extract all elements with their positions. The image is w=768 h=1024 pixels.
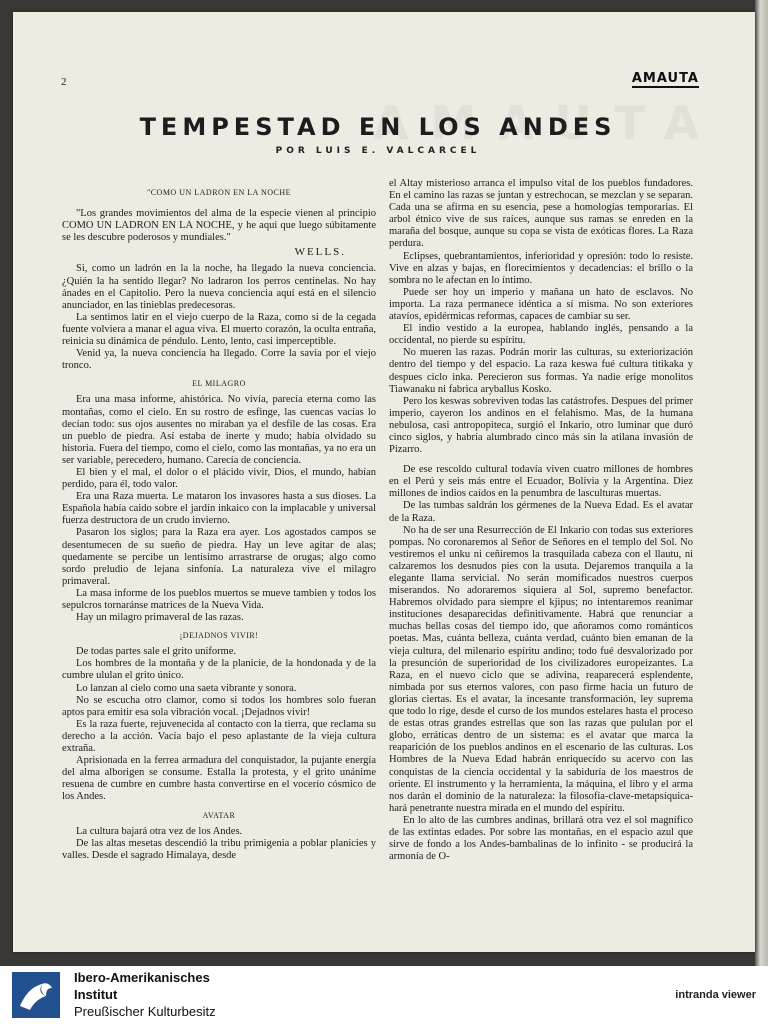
page-number: 2 [61, 76, 67, 88]
masthead: AMAUTA [631, 71, 699, 86]
paragraph: Hay un milagro primaveral de las razas. [76, 612, 244, 624]
next-page-edge [755, 0, 768, 966]
scanned-page [13, 12, 755, 952]
section-heading: "COMO UN LADRON EN LA NOCHE [146, 188, 292, 197]
institute-name[interactable] [74, 969, 216, 1020]
viewer-brand-label[interactable]: intranda viewer [675, 989, 756, 1001]
paragraph-gap [389, 456, 693, 464]
article-byline: POR LUIS E. VALCARCEL [275, 146, 481, 156]
institute-line-3: Preußischer Kulturbesitz [74, 1004, 216, 1019]
paragraph: Pero los keswas sobreviven todas las catástrofes. Despues del primer imperio, cayeron los andinos en el felahismo. Mas, de la humana nebulosa, casi antropopiteca, surgió el Inkario, otro luminar que duró cinco siglos, y habría alumbrado cinco más sin la atilana invasión de Pizarro. [389, 395, 693, 456]
paragraph: Pasaron los siglos; para la Raza era ayer. Los agostados campos se desentumecen de su sueño de piedra. Hay un leve agitar de alas; quedamente se percibe un lentísimo arrastrarse de orugas; algo como sordo preludio de lejana sinfonía. La naturaleza vive el milagro primaveral. [62, 527, 376, 587]
paragraph: Venid ya, la nueva conciencia ha llegado. Corre la savia por el viejo tronco. [62, 348, 376, 372]
institute-line-1: Ibero-Amerikanisches [74, 970, 210, 985]
paragraph: La cultura bajará otra vez de los Andes. [76, 825, 243, 837]
paragraph: Puede ser hoy un imperio y mañana un hato de esclavos. No importa. La raza permanece idéntica a sí misma. No son exteriores atavíos, epidérmicas reformas, capaces de cambiar su ser. [389, 286, 693, 323]
paragraph: Eclipses, quebrantamientos, inferioridad y opresión: todo lo resiste. Vive en alzas y bajas, en florecimientos y decadencias: el brillo o la sombra no le afectan en lo íntimo. [389, 250, 693, 286]
paragraph: No ha de ser una Resurrección de El Inkario con todas sus exteriores pompas. No coronaremos al Señor de Señores en el templo del Sol. No vestiremos el unku ni ceñiremos la trasquilada cabeza con el llautu, ni calzaremos los desnudos pies con la usuta. Dejaremos tranquila a la elegante llama servicial. No serán momificados nuestros cuerpos miserandos. No adoraremos siquiera al Sol, supremo benefactor. Habremos olvidado para siempre el kjipus; no intentaremos reanimar instituciones desaparecidas definitivamente. Habrá que renunciar a muchas bellas cosas del tiempo ido, que añoramos como románticos poetas. Mas, cuánta belleza, cuánta verdad, cuánto bien emanan de la vieja cultura, del milenario espíritu andino; todo fué desvalorizado por la presunción de superioridad de los civilizadores europeizantes. La Raza, en el nuevo ciclo que se adivina, reaparecerá esplendente, nimbada por sus eternos valores, con paso firme hacia un futuro de glorias ciertas. Es el avatar, la incesante transformación, ley suprema que todo lo rige, desde el curso de los mundos estelares hasta el proceso de estas otras grandes estrellas que son las razas que pululan por el globo, erráticas dentro de un sistema: es el avatar que marca la reaparición de los pueblos andinos en el escenario de las culturas. Los Hombres de la Nueva Edad habrán enriquecido su acervo con las conquistas de la ciencia occidental y la sabiduría de los maestros de oriente. El instrumento y la herramienta, la máquina, el libro y el arma nos darán el dominio de la naturaleza: la filosofía-clave-metapsíquica-hará penetrante nuestra mirada en el mundo del espíritu. [389, 524, 693, 814]
paragraph: El indio vestido a la europea, hablando inglés, pensando a la occidental, no pierde su espíritu. [389, 323, 693, 347]
paragraph: En lo alto de las cumbres andinas, brillará otra vez el sol magnífico de las extintas edades. Por sobre las montañas, en el espacio azul que sirve de fondo a los Andes-bambalinas de lo infinito - se producirá la armonía de O- [389, 814, 693, 863]
paragraph: De las tumbas saldrán los gérmenes de la Nueva Edad. Es el avatar de la Raza. [389, 500, 693, 524]
paragraph: Es la raza fuerte, rejuvenecida al contacto con la tierra, que reclama su derecho a la acción. Vacía bajo el peso aplastante de la vieja cultura extraña. [62, 718, 376, 755]
paragraph: La masa informe de los pueblos muertos se mueve tambien y todos los sepulcros tornaránse matrices de la Nueva Vida. [62, 587, 376, 611]
paragraph: Era una masa informe, ahistórica. No vivía, parecía eterna como las montañas, como el cielo. En su rostro de esfinge, las cuencas vacías lo decían todo: sus ojos ausentes no miraban ya el desfile de las cosas. Era un pueblo de piedra. Así estaba de inerte y mudo; había olvidado su historia. Fuera del tiempo, como el cielo, como las montañas, ya no era un ser variable, perecedero, humano. Carecía de conciencia. [62, 394, 376, 466]
paragraph: El bien y el mal, el dolor o el plácido vivir, Dios, el mundo, habían perdido, para él, todo valor. [62, 466, 376, 491]
paragraph: Los hombres de la montaña y de la planicie, de la hondonada y de la cumbre ululan el grito único. [62, 658, 376, 682]
paragraph: Aprisionada en la ferrea armadura del conquistador, la pujante energía del alma alborigen se consume. Estalla la protesta, y el grito unánime resuena de cumbre en cumbre hasta convertirse en el vocerío cósmico de los Andes. [62, 755, 376, 803]
institute-line-2: Institut [74, 987, 118, 1002]
right-column [389, 178, 693, 863]
epigraph: "Los grandes movimientos del alma de la especie vienen al principio COMO UN LADRON EN LA NOCHE, y he aqui que luego súbitamente se les descubre poderosos y mundiales." [62, 208, 376, 244]
paragraph: De ese rescoldo cultural todavía viven cuatro millones de hombres en el Perú y seis más entre el Ecuador, Bolivia y la Argentina. Diez millones de indios caídos en la penumbra de lasculturas muertas. [389, 464, 693, 500]
section-heading: ¡DEJADNOS VIVIR! [179, 631, 259, 641]
paragraph: De las altas mesetas descendió la tribu primigenia a poblar planicies y valles. Desde el sagrado Himalaya, desde [62, 837, 376, 861]
paragraph: La sentimos latir en el viejo cuerpo de la Raza, como si de la cegada fuente volviera a manar el agua viva. El muerto corazón, la oculta entraña, reinicia su dinámica de péndulo. Lento, lento, casi imperceptible. [62, 311, 376, 348]
paragraph: Lo lanzan al cielo como una saeta vibrante y sonora. [76, 682, 297, 694]
institute-logo-icon[interactable] [12, 972, 60, 1018]
paragraph: De todas partes sale el grito uniforme. [76, 646, 237, 658]
paragraph: Era una Raza muerta. Le mataron los invasores hasta a sus dioses. La Española había caido sobre el jardín inkaico con la implacable y universal fuerza destructora de un crudo invierno. [62, 491, 376, 527]
paragraph: No mueren las razas. Podrán morir las culturas, su exteriorización dentro del tiempo y del espacio. La raza keswa fué cultura titikaka y despues ciclo inka. Perecieron sus formas. Ya nadie erige monolitos Tiawanaku ni fabrica aryballus Kosko. [389, 347, 693, 395]
epigraph-author: WELLS. [294, 246, 346, 259]
paragraph: Si, como un ladrón en la la noche, ha llegado la nueva conciencia. ¿Quién la ha sentido llegar? No ladraron los perros centinelas. No hay ánades en el Capitolio. Pero la nueva conciencia aquí está en el silencio anunciador, en las tinieblas predecesoras. [62, 263, 376, 311]
left-column [62, 178, 376, 862]
paragraph: No se escucha otro clamor, como si todos los hombres solo fueran aptos para emitir esa sola vibración vocal. ¡Dejadnos vivir! [62, 694, 376, 718]
section-heading: AVATAR [202, 810, 236, 820]
article-title: TEMPESTAD EN LOS ANDES [139, 113, 617, 141]
paragraph: el Altay misterioso arranca el impulso vital de los pueblos fundadores. En el camino las razas se juntan y estrechocan, se mezclan y se separan. Cada una se afirma en su esencia, pese a homologías temporarias. El arbol étnico vive de sus raíces, aunque sus ramas se enreden en la maraña del bosque, aunque su copa se vista de exóticas flores. La Raza perdura. [389, 178, 693, 250]
section-heading: EL MILAGRO [192, 379, 246, 389]
